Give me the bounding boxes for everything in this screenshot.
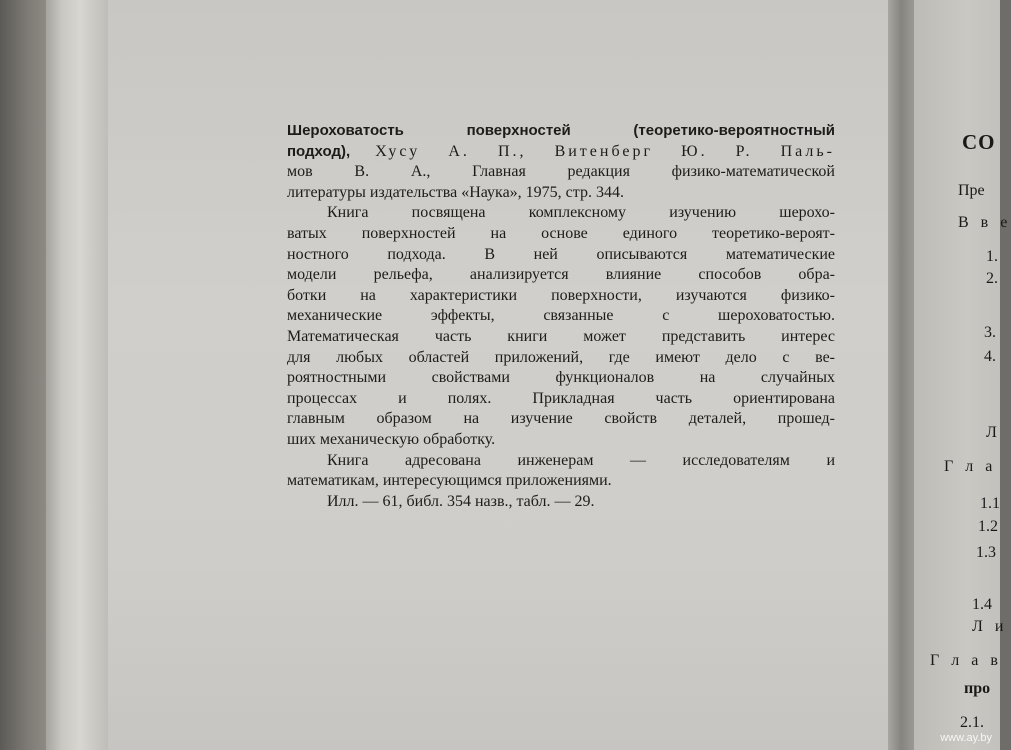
para2-line: математикам, интересующимся приложениями. bbox=[287, 472, 612, 490]
toc-item: Г л а в bbox=[930, 652, 1002, 669]
annotation-heading-line-2 bbox=[287, 142, 835, 163]
book-annotation bbox=[287, 121, 835, 512]
para2-line: Книга адресована инженерам — исследователям и bbox=[327, 451, 835, 469]
para1-line: модели рельефа, анализируется влияние способов обра- bbox=[287, 266, 835, 284]
toc-title: СО bbox=[962, 130, 996, 154]
annotation-heading-line-3: мов В. А., Главная редакция физико-математической bbox=[287, 163, 835, 181]
toc-item: 2. bbox=[986, 270, 998, 287]
para1-line: роятностными свойствами функционалов на случайных bbox=[287, 369, 835, 387]
toc-item: 3. bbox=[984, 324, 996, 341]
annotation-heading-line-4: литературы издательства «Наука», 1975, стр. 344. bbox=[287, 183, 624, 201]
para3-line: Илл. — 61, библ. 354 назв., табл. — 29. bbox=[327, 492, 595, 510]
toc-item: 1.1 bbox=[980, 495, 1000, 512]
book-title-part-1: Шероховатость поверхностей (теоретико-вероятностный bbox=[287, 122, 835, 139]
para1-line: Математическая часть книги может представить интерес bbox=[287, 327, 835, 345]
toc-item: Г л а bbox=[944, 458, 997, 475]
book-gutter bbox=[888, 0, 914, 750]
toc-item: Л bbox=[986, 424, 997, 441]
toc-fragment bbox=[914, 0, 1011, 750]
toc-item: 4. bbox=[984, 348, 996, 365]
toc-item: В в е bbox=[958, 214, 1011, 231]
para1-line: ностного подхода. В ней описываются математические bbox=[287, 245, 835, 263]
toc-item: 1.4 bbox=[972, 596, 992, 613]
para1-line: ватых поверхностей на основе единого теоретико-вероят- bbox=[287, 224, 835, 242]
right-page-toc bbox=[914, 0, 1011, 750]
toc-item: 1.3 bbox=[976, 544, 996, 561]
watermark: www.ay.by bbox=[940, 732, 992, 744]
toc-item: Пре bbox=[958, 182, 985, 199]
para1-line: Книга посвящена комплексному изучению шерохо- bbox=[327, 204, 835, 222]
para1-line: механические эффекты, связанные с шероховатостью. bbox=[287, 307, 835, 325]
book-title-part-2: подход), bbox=[287, 142, 351, 160]
annotation-heading-line-1 bbox=[287, 121, 835, 142]
toc-item: 1. bbox=[986, 248, 998, 265]
page-edges bbox=[46, 0, 109, 750]
toc-item: 1.2 bbox=[978, 518, 998, 535]
toc-item: Л и bbox=[972, 618, 1008, 635]
para1-line: ботки на характеристики поверхности, изучаются физико- bbox=[287, 286, 835, 304]
para1-line: ших механическую обработку. bbox=[287, 430, 496, 448]
para1-line: процессах и полях. Прикладная часть ориентирована bbox=[287, 389, 835, 407]
para1-line: главным образом на изучение свойств деталей, прошед- bbox=[287, 410, 835, 428]
book-authors: Хусу А. П., Витенберг Ю. Р. Паль- bbox=[375, 142, 835, 160]
para1-line: для любых областей приложений, где имеют дело с ве- bbox=[287, 348, 835, 366]
toc-item: 2.1. bbox=[960, 714, 984, 731]
toc-item: про bbox=[964, 680, 991, 697]
book-cover-edge bbox=[0, 0, 46, 750]
